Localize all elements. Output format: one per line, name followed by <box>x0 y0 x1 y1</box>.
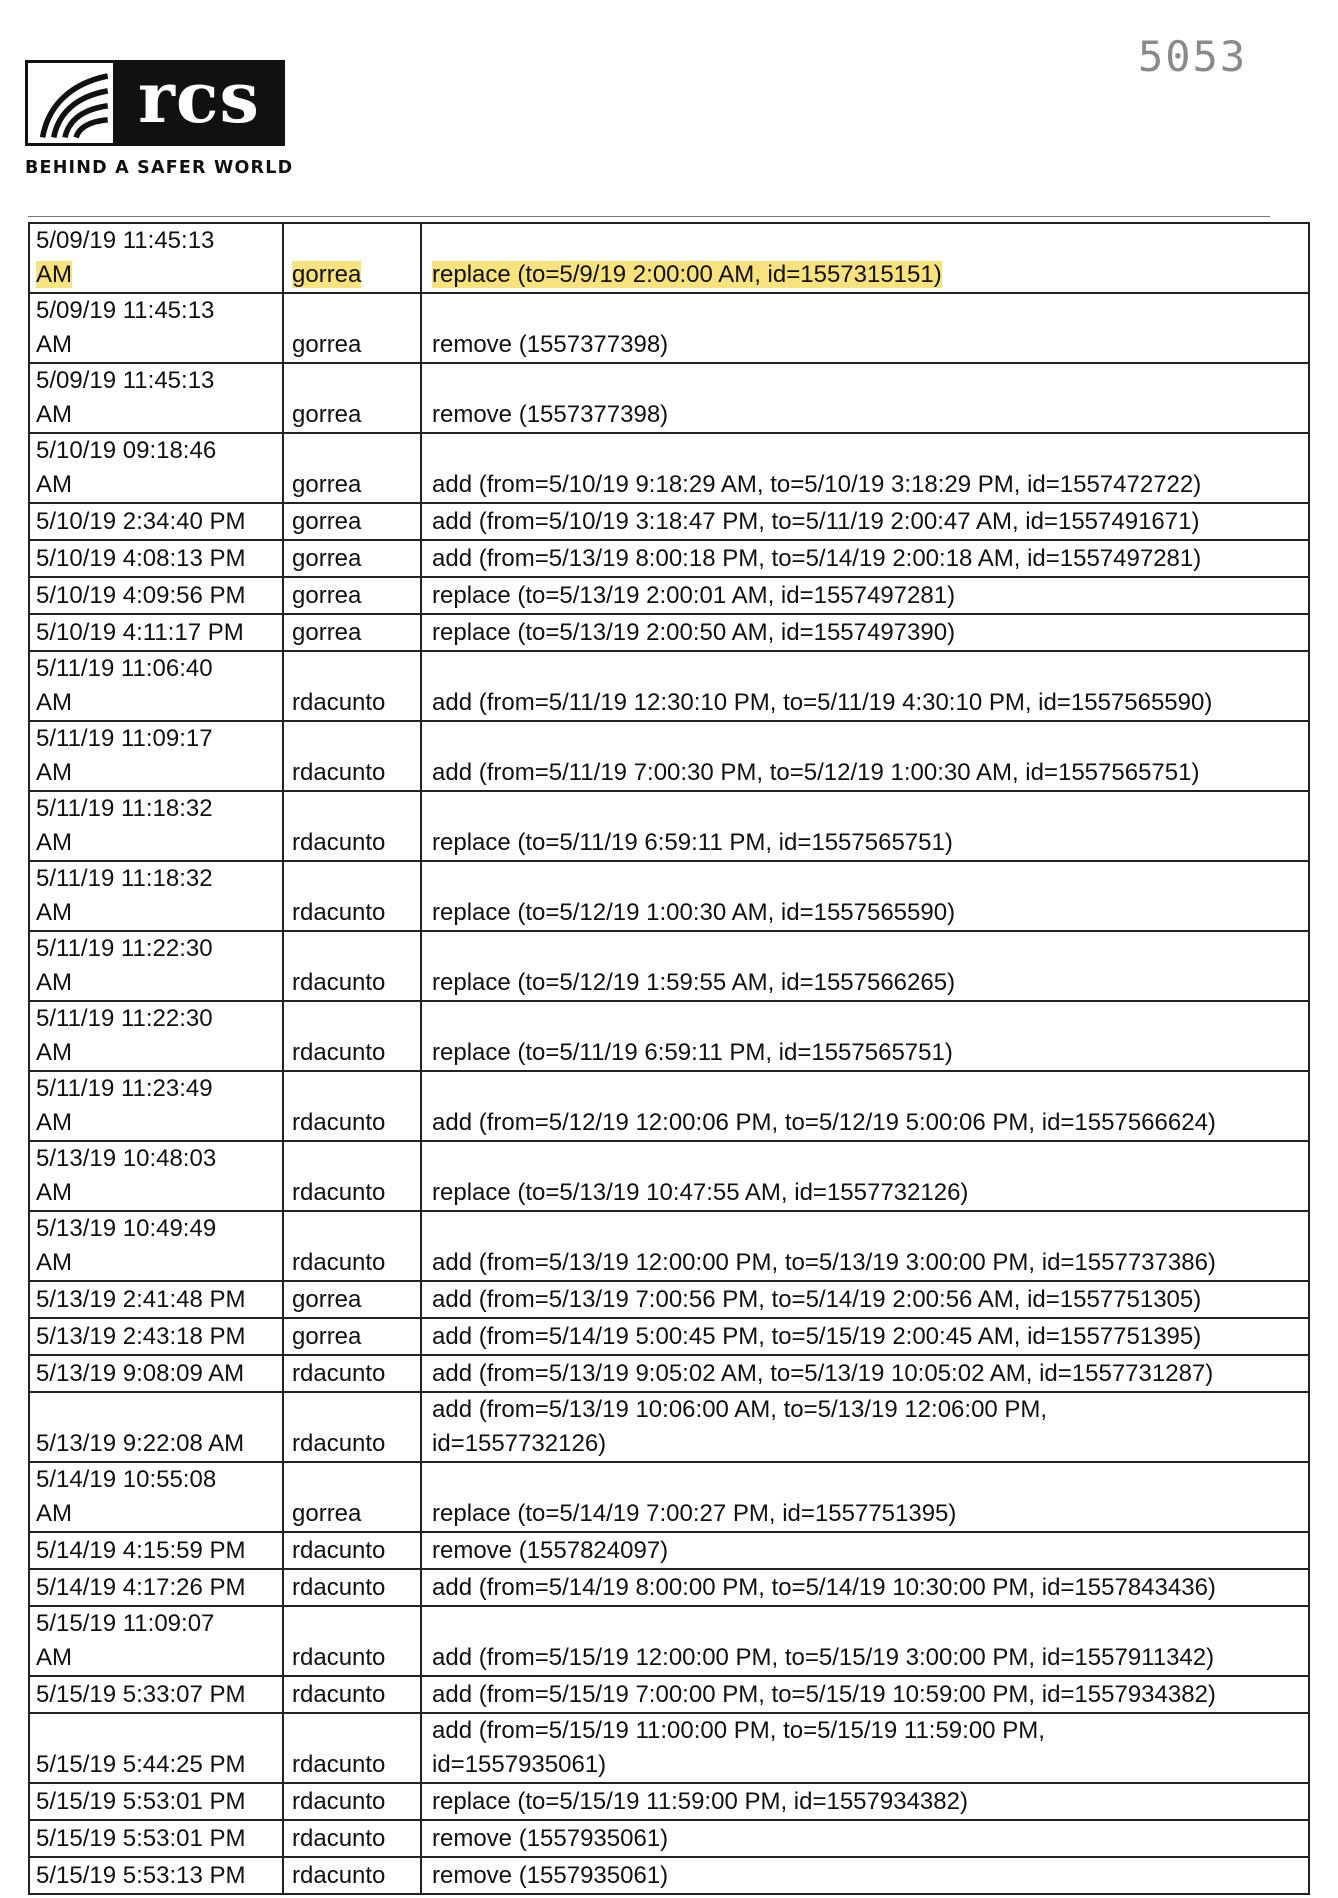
action-line-2: add (from=5/15/19 12:00:00 PM, to=5/15/19 3:00:00 PM, id=1557911342) <box>432 1644 1215 1671</box>
timestamp-line-1: 5/10/19 4:08:13 PM <box>36 545 246 572</box>
action-line-2: add (from=5/10/19 9:18:29 AM, to=5/10/19 3:18:29 PM, id=1557472722) <box>432 471 1202 498</box>
user-name: rdacunto <box>292 1862 386 1889</box>
log-user <box>283 433 421 503</box>
timestamp-line-1: 5/09/19 11:45:13 <box>36 367 215 394</box>
timestamp-line-1: 5/14/19 4:17:26 PM <box>36 1574 246 1601</box>
log-timestamp <box>29 293 283 363</box>
action-line-2: add (from=5/13/19 8:00:18 PM, to=5/14/19 2:00:18 AM, id=1557497281) <box>432 545 1202 572</box>
user-name: rdacunto <box>292 1644 386 1671</box>
action-line-1: add (from=5/13/19 10:06:00 AM, to=5/13/19 12:06:00 PM, <box>432 1396 1048 1423</box>
log-action <box>421 1606 1309 1676</box>
log-row <box>29 540 1309 577</box>
log-user <box>283 721 421 791</box>
log-user <box>283 1857 421 1894</box>
user-name: rdacunto <box>292 1039 386 1066</box>
user-name: rdacunto <box>292 1430 386 1457</box>
user-name: gorrea <box>292 261 362 288</box>
timestamp-line-2: AM <box>36 401 72 428</box>
signal-waves-icon <box>25 60 113 146</box>
timestamp-line-1: 5/13/19 2:41:48 PM <box>36 1286 246 1313</box>
log-user <box>283 1783 421 1820</box>
log-timestamp <box>29 1820 283 1857</box>
log-action <box>421 1532 1309 1569</box>
log-action <box>421 223 1309 293</box>
activity-log-table <box>28 222 1310 1895</box>
timestamp-line-2: AM <box>36 1249 72 1276</box>
timestamp-line-1: 5/09/19 11:45:13 <box>36 297 215 324</box>
log-action <box>421 1318 1309 1355</box>
action-line-2: add (from=5/11/19 12:30:10 PM, to=5/11/19 4:30:10 PM, id=1557565590) <box>432 689 1213 716</box>
log-timestamp <box>29 1783 283 1820</box>
log-user <box>283 651 421 721</box>
user-name: rdacunto <box>292 1751 386 1778</box>
log-user <box>283 1532 421 1569</box>
log-timestamp <box>29 1462 283 1532</box>
log-timestamp <box>29 1569 283 1606</box>
user-name: rdacunto <box>292 759 386 786</box>
log-timestamp <box>29 1857 283 1894</box>
activity-log-body <box>29 223 1309 1894</box>
timestamp-line-2: AM <box>36 899 72 926</box>
timestamp-line-2: AM <box>36 1109 72 1136</box>
log-action <box>421 1713 1309 1783</box>
log-user <box>283 503 421 540</box>
log-action <box>421 1820 1309 1857</box>
log-timestamp <box>29 363 283 433</box>
log-user <box>283 1281 421 1318</box>
timestamp-line-1: 5/09/19 11:45:13 <box>36 227 215 254</box>
user-name: gorrea <box>292 331 362 358</box>
timestamp-line-1: 5/11/19 11:06:40 <box>36 655 213 682</box>
log-timestamp <box>29 1713 283 1783</box>
log-timestamp <box>29 1281 283 1318</box>
log-timestamp <box>29 1071 283 1141</box>
log-timestamp <box>29 577 283 614</box>
log-timestamp <box>29 540 283 577</box>
timestamp-line-1: 5/14/19 10:55:08 <box>36 1466 217 1493</box>
timestamp-line-1: 5/15/19 5:33:07 PM <box>36 1681 246 1708</box>
log-user <box>283 293 421 363</box>
log-user <box>283 577 421 614</box>
log-action <box>421 540 1309 577</box>
log-row <box>29 223 1309 293</box>
log-action <box>421 791 1309 861</box>
log-user <box>283 1141 421 1211</box>
log-user <box>283 1071 421 1141</box>
log-row <box>29 721 1309 791</box>
log-action <box>421 931 1309 1001</box>
log-action <box>421 503 1309 540</box>
log-action <box>421 1001 1309 1071</box>
action-line-2: id=1557935061) <box>432 1751 607 1778</box>
header-divider <box>28 216 1270 217</box>
user-name: rdacunto <box>292 1574 386 1601</box>
user-name: gorrea <box>292 471 362 498</box>
log-user <box>283 861 421 931</box>
signal-waves-graphic <box>28 63 113 143</box>
timestamp-line-2: 5/15/19 5:44:25 PM <box>36 1751 246 1778</box>
timestamp-line-2: AM <box>36 759 72 786</box>
timestamp-line-1: 5/13/19 9:08:09 AM <box>36 1360 245 1387</box>
action-line-2: add (from=5/15/19 7:00:00 PM, to=5/15/19 10:59:00 PM, id=1557934382) <box>432 1681 1216 1708</box>
log-user <box>283 223 421 293</box>
log-timestamp <box>29 1392 283 1462</box>
log-user <box>283 1392 421 1462</box>
log-timestamp <box>29 433 283 503</box>
log-user <box>283 1462 421 1532</box>
log-row <box>29 1783 1309 1820</box>
log-user <box>283 363 421 433</box>
action-line-2: add (from=5/10/19 3:18:47 PM, to=5/11/19 2:00:47 AM, id=1557491671) <box>432 508 1200 535</box>
timestamp-line-2: 5/13/19 9:22:08 AM <box>36 1430 245 1457</box>
user-name: gorrea <box>292 401 362 428</box>
action-line-2: replace (to=5/13/19 10:47:55 AM, id=1557732126) <box>432 1179 969 1206</box>
log-timestamp <box>29 1606 283 1676</box>
timestamp-line-2: AM <box>36 689 72 716</box>
timestamp-line-2: AM <box>36 1039 72 1066</box>
log-action <box>421 363 1309 433</box>
action-line-2: remove (1557377398) <box>432 331 669 358</box>
logo-tagline: BEHIND A SAFER WORLD <box>25 158 294 178</box>
timestamp-line-1: 5/11/19 11:18:32 <box>36 865 213 892</box>
log-action <box>421 614 1309 651</box>
log-timestamp <box>29 1676 283 1713</box>
log-row <box>29 1569 1309 1606</box>
log-timestamp <box>29 1532 283 1569</box>
user-name: rdacunto <box>292 1109 386 1136</box>
log-action <box>421 1462 1309 1532</box>
user-name: gorrea <box>292 619 362 646</box>
log-row <box>29 1857 1309 1894</box>
user-name: rdacunto <box>292 689 386 716</box>
log-user <box>283 1211 421 1281</box>
log-row <box>29 293 1309 363</box>
log-timestamp <box>29 614 283 651</box>
user-name: rdacunto <box>292 899 386 926</box>
action-line-2: replace (to=5/12/19 1:59:55 AM, id=1557566265) <box>432 969 956 996</box>
log-timestamp <box>29 931 283 1001</box>
log-row <box>29 577 1309 614</box>
log-user <box>283 1355 421 1392</box>
timestamp-line-2: AM <box>36 969 72 996</box>
log-timestamp <box>29 1001 283 1071</box>
timestamp-line-2: AM <box>36 829 72 856</box>
log-action <box>421 651 1309 721</box>
timestamp-line-1: 5/11/19 11:23:49 <box>36 1075 213 1102</box>
highlighted-text: AM <box>36 261 72 288</box>
log-timestamp <box>29 1141 283 1211</box>
log-action <box>421 1211 1309 1281</box>
log-row <box>29 1392 1309 1462</box>
action-line-2: remove (1557824097) <box>432 1537 669 1564</box>
log-action <box>421 1783 1309 1820</box>
log-row <box>29 1211 1309 1281</box>
user-name: rdacunto <box>292 1537 386 1564</box>
log-user <box>283 1569 421 1606</box>
user-name: gorrea <box>292 508 362 535</box>
timestamp-line-2: AM <box>36 1644 72 1671</box>
action-line-2: add (from=5/13/19 7:00:56 PM, to=5/14/19 2:00:56 AM, id=1557751305) <box>432 1286 1202 1313</box>
timestamp-line-1: 5/15/19 5:53:13 PM <box>36 1862 246 1889</box>
log-row <box>29 1355 1309 1392</box>
user-name: rdacunto <box>292 1249 386 1276</box>
timestamp-line-1: 5/11/19 11:09:17 <box>36 725 213 752</box>
log-user <box>283 1713 421 1783</box>
log-action <box>421 293 1309 363</box>
log-row <box>29 1141 1309 1211</box>
rcs-logo <box>25 56 294 178</box>
action-line-2: remove (1557935061) <box>432 1825 669 1852</box>
action-line-2: add (from=5/14/19 8:00:00 PM, to=5/14/19 10:30:00 PM, id=1557843436) <box>432 1574 1216 1601</box>
log-row <box>29 433 1309 503</box>
log-user <box>283 791 421 861</box>
log-user <box>283 1820 421 1857</box>
log-row <box>29 503 1309 540</box>
log-action <box>421 433 1309 503</box>
action-line-2: add (from=5/11/19 7:00:30 PM, to=5/12/19 1:00:30 AM, id=1557565751) <box>432 759 1200 786</box>
action-line-2: add (from=5/13/19 9:05:02 AM, to=5/13/19 10:05:02 AM, id=1557731287) <box>432 1360 1214 1387</box>
timestamp-line-2: AM <box>36 471 72 498</box>
action-line-2: replace (to=5/9/19 2:00:00 AM, id=1557315151) <box>432 261 942 288</box>
log-action <box>421 721 1309 791</box>
timestamp-line-1: 5/13/19 2:43:18 PM <box>36 1323 246 1350</box>
timestamp-line-1: 5/15/19 5:53:01 PM <box>36 1788 246 1815</box>
action-line-2: add (from=5/13/19 12:00:00 PM, to=5/13/19 3:00:00 PM, id=1557737386) <box>432 1249 1216 1276</box>
action-line-2: remove (1557377398) <box>432 401 669 428</box>
timestamp-line-2: AM <box>36 1179 72 1206</box>
log-timestamp <box>29 223 283 293</box>
user-name: gorrea <box>292 1286 362 1313</box>
action-line-2: replace (to=5/11/19 6:59:11 PM, id=1557565751) <box>432 1039 953 1066</box>
log-action <box>421 1071 1309 1141</box>
log-row <box>29 1606 1309 1676</box>
timestamp-line-1: 5/13/19 10:48:03 <box>36 1145 217 1172</box>
timestamp-line-1: 5/10/19 4:11:17 PM <box>36 619 244 646</box>
timestamp-line-1: 5/13/19 10:49:49 <box>36 1215 217 1242</box>
user-name: rdacunto <box>292 1681 386 1708</box>
log-row <box>29 1281 1309 1318</box>
action-line-2: add (from=5/12/19 12:00:06 PM, to=5/12/19 5:00:06 PM, id=1557566624) <box>432 1109 1216 1136</box>
log-row <box>29 363 1309 433</box>
logo-mark <box>25 56 285 146</box>
log-action <box>421 577 1309 614</box>
timestamp-line-1: 5/10/19 4:09:56 PM <box>36 582 246 609</box>
log-row <box>29 1713 1309 1783</box>
timestamp-line-2: AM <box>36 331 72 358</box>
log-action <box>421 1392 1309 1462</box>
timestamp-line-1: 5/10/19 09:18:46 <box>36 437 217 464</box>
log-row <box>29 1001 1309 1071</box>
log-row <box>29 861 1309 931</box>
user-name: gorrea <box>292 545 362 572</box>
timestamp-line-1: 5/15/19 5:53:01 PM <box>36 1825 246 1852</box>
log-timestamp <box>29 651 283 721</box>
action-line-2: remove (1557935061) <box>432 1862 669 1889</box>
timestamp-line-2: AM <box>36 1500 72 1527</box>
timestamp-line-1: 5/10/19 2:34:40 PM <box>36 508 246 535</box>
action-line-2: replace (to=5/11/19 6:59:11 PM, id=1557565751) <box>432 829 953 856</box>
action-line-2: replace (to=5/12/19 1:00:30 AM, id=1557565590) <box>432 899 956 926</box>
user-name: rdacunto <box>292 1788 386 1815</box>
log-timestamp <box>29 861 283 931</box>
log-action <box>421 861 1309 931</box>
log-action <box>421 1857 1309 1894</box>
log-row <box>29 1532 1309 1569</box>
log-action <box>421 1141 1309 1211</box>
log-row <box>29 791 1309 861</box>
log-row <box>29 1820 1309 1857</box>
log-action <box>421 1355 1309 1392</box>
log-user <box>283 614 421 651</box>
log-timestamp <box>29 1355 283 1392</box>
log-row <box>29 651 1309 721</box>
user-name: rdacunto <box>292 1360 386 1387</box>
action-line-2: replace (to=5/13/19 2:00:01 AM, id=1557497281) <box>432 582 956 609</box>
log-timestamp <box>29 1211 283 1281</box>
log-row <box>29 1676 1309 1713</box>
logo-wordmark: rcs <box>113 60 285 146</box>
user-name: gorrea <box>292 1500 362 1527</box>
action-line-2: replace (to=5/14/19 7:00:27 PM, id=1557751395) <box>432 1500 957 1527</box>
timestamp-line-1: 5/11/19 11:22:30 <box>36 1005 213 1032</box>
log-row <box>29 1318 1309 1355</box>
action-line-2: replace (to=5/13/19 2:00:50 AM, id=1557497390) <box>432 619 956 646</box>
timestamp-line-1: 5/11/19 11:18:32 <box>36 795 213 822</box>
user-name: rdacunto <box>292 1825 386 1852</box>
timestamp-line-1: 5/15/19 11:09:07 <box>36 1610 215 1637</box>
timestamp-line-1: 5/11/19 11:22:30 <box>36 935 213 962</box>
timestamp-line-2 <box>36 258 274 292</box>
log-user <box>283 540 421 577</box>
user-name: rdacunto <box>292 1179 386 1206</box>
log-timestamp <box>29 721 283 791</box>
log-user <box>283 1676 421 1713</box>
log-user <box>283 1606 421 1676</box>
log-timestamp <box>29 503 283 540</box>
log-user <box>283 1318 421 1355</box>
action-line-1: add (from=5/15/19 11:00:00 PM, to=5/15/19 11:59:00 PM, <box>432 1717 1045 1744</box>
timestamp-line-1: 5/14/19 4:15:59 PM <box>36 1537 246 1564</box>
page-stamp: 5053 <box>1138 32 1248 81</box>
action-line-2: id=1557732126) <box>432 1430 607 1457</box>
log-row <box>29 1071 1309 1141</box>
log-timestamp <box>29 1318 283 1355</box>
log-action <box>421 1569 1309 1606</box>
action-line-2: replace (to=5/15/19 11:59:00 PM, id=1557934382) <box>432 1788 968 1815</box>
user-name: rdacunto <box>292 969 386 996</box>
log-user <box>283 931 421 1001</box>
user-name: gorrea <box>292 582 362 609</box>
user-name: rdacunto <box>292 829 386 856</box>
log-row <box>29 931 1309 1001</box>
log-action <box>421 1281 1309 1318</box>
log-action <box>421 1676 1309 1713</box>
log-row <box>29 614 1309 651</box>
log-timestamp <box>29 791 283 861</box>
user-name: gorrea <box>292 1323 362 1350</box>
log-row <box>29 1462 1309 1532</box>
log-user <box>283 1001 421 1071</box>
action-line-2: add (from=5/14/19 5:00:45 PM, to=5/15/19 2:00:45 AM, id=1557751395) <box>432 1323 1202 1350</box>
